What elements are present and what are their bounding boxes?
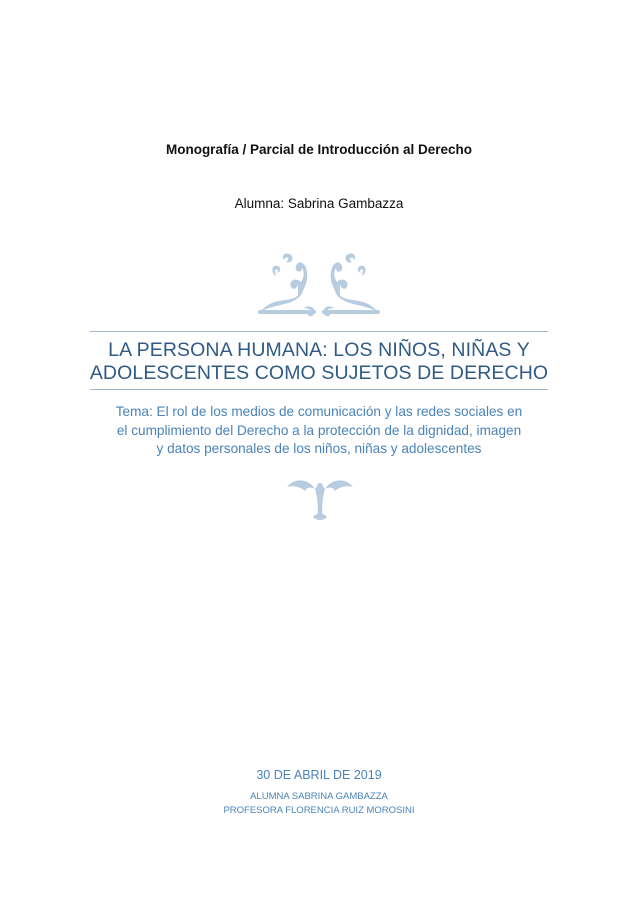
subtitle-line-2: el cumplimiento del Derecho a la protección de la dignidad, imagen	[116, 422, 522, 438]
scroll-flourish-icon	[254, 252, 384, 318]
subtitle-line-3: y datos personales de los niños, niñas y adolescentes	[156, 441, 482, 456]
professor-name: PROFESORA FLORENCIA RUIZ MOROSINI	[223, 805, 415, 816]
student-name: ALUMNA SABRINA GAMBAZZA	[250, 791, 388, 802]
document-date: 30 DE ABRIL DE 2019	[256, 768, 382, 782]
document-heading: Monografía / Parcial de Introducción al Derecho	[165, 142, 473, 157]
title-rule-top	[90, 331, 548, 332]
title-line-2: ADOLESCENTES COMO SUJETOS DE DERECHO	[89, 362, 549, 384]
document-subtitle	[88, 403, 550, 459]
subtitle-line-1: Tema: El rol de los medios de comunicación y las redes sociales en	[115, 404, 523, 419]
student-line: Alumna: Sabrina Gambazza	[234, 196, 404, 211]
fleuron-icon	[285, 477, 355, 521]
title-rule-bottom	[90, 389, 548, 390]
title-line-1: LA PERSONA HUMANA: LOS NIÑOS, NIÑAS Y	[108, 339, 530, 361]
document-title	[88, 339, 550, 385]
